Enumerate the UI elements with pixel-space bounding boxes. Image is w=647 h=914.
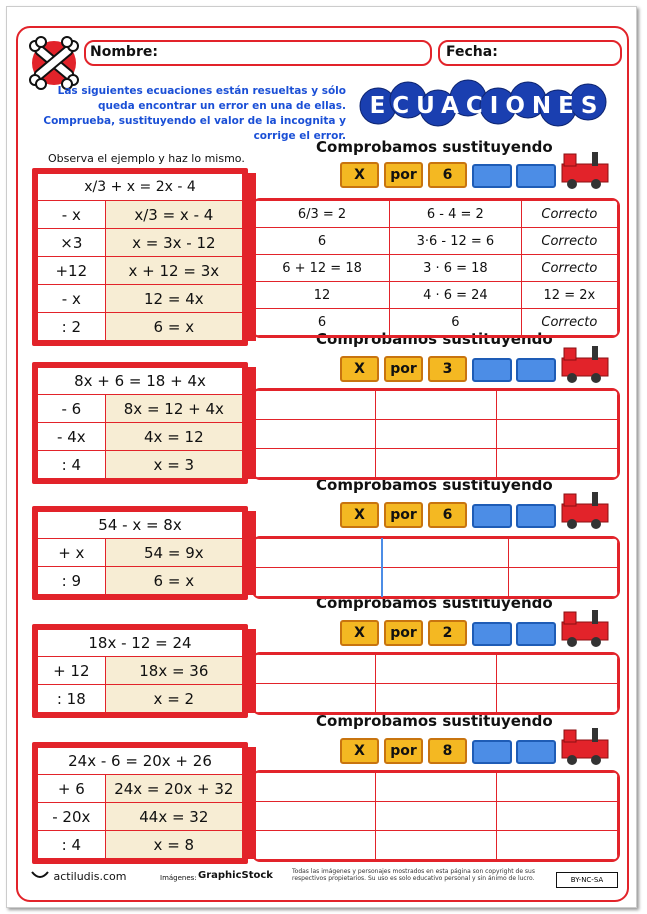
license-badge: BY-NC-SA — [556, 872, 618, 888]
answer-cell[interactable] — [376, 802, 497, 831]
banner-text: ECUACIONES — [369, 93, 605, 119]
answer-cell[interactable] — [255, 773, 376, 802]
locomotive-icon — [558, 604, 612, 648]
check-result: Correcto — [521, 228, 617, 255]
locomotive-icon — [558, 146, 612, 190]
answer-cell[interactable] — [382, 568, 509, 597]
name-label: Nombre: — [90, 44, 158, 60]
train-1 — [340, 160, 612, 190]
step-result: x = 3 — [105, 451, 242, 479]
car-x: X — [340, 162, 379, 188]
answer-cell[interactable] — [255, 391, 376, 420]
car-x: X — [340, 738, 379, 764]
check-grid-4[interactable] — [252, 652, 620, 715]
step-op: - x — [38, 201, 106, 229]
check-cell: 6 — [255, 228, 390, 255]
step-result: 54 = 9x — [105, 539, 242, 567]
site-link[interactable]: actiludis.com — [53, 870, 127, 883]
answer-cell[interactable] — [497, 773, 618, 802]
car-por: por — [384, 502, 423, 528]
answer-cell[interactable] — [497, 655, 618, 684]
check-result: Correcto — [521, 255, 617, 282]
answer-cell[interactable] — [509, 539, 618, 568]
crossbones-logo — [24, 36, 84, 90]
answer-cell[interactable] — [509, 568, 618, 597]
check-result: 12 = 2x — [521, 282, 617, 309]
check-cell: 6 — [255, 309, 390, 336]
step-op: +12 — [38, 257, 106, 285]
answer-cell[interactable] — [255, 568, 382, 597]
answer-cell[interactable] — [376, 391, 497, 420]
check-grid-3[interactable] — [252, 536, 620, 599]
car-x: X — [340, 620, 379, 646]
check-cell: 3·6 - 12 = 6 — [390, 228, 522, 255]
locomotive-icon — [558, 722, 612, 766]
check-grid-2[interactable] — [252, 388, 620, 480]
check-result: Correcto — [521, 309, 617, 336]
car-por: por — [384, 162, 423, 188]
answer-cell[interactable] — [497, 684, 618, 713]
car-por: por — [384, 620, 423, 646]
car-x: X — [340, 502, 379, 528]
car-value: 3 — [428, 356, 467, 382]
step-result: 4x = 12 — [105, 423, 242, 451]
car-por: por — [384, 738, 423, 764]
step-op: + 6 — [38, 775, 106, 803]
answer-cell[interactable] — [255, 802, 376, 831]
answer-cell[interactable] — [255, 449, 376, 478]
check-cell: 4 · 6 = 24 — [390, 282, 522, 309]
equation-text: x/3 + x = 2x - 4 — [38, 174, 243, 201]
answer-cell[interactable] — [255, 539, 382, 568]
car-por: por — [384, 356, 423, 382]
equation-block-4 — [32, 624, 248, 718]
check-cell: 6 — [390, 309, 522, 336]
check-cell: 3 · 6 = 18 — [390, 255, 522, 282]
step-op: + 12 — [38, 657, 106, 685]
answer-cell[interactable] — [255, 420, 376, 449]
check-title-3: Comprobamos sustituyendo — [316, 476, 553, 494]
step-op: : 4 — [38, 451, 106, 479]
check-title-2: Comprobamos sustituyendo — [316, 330, 553, 348]
car-x: X — [340, 356, 379, 382]
step-result: x + 12 = 3x — [105, 257, 242, 285]
footer-site — [30, 870, 126, 883]
answer-cell[interactable] — [497, 831, 618, 860]
answer-cell[interactable] — [497, 802, 618, 831]
check-title-1: Comprobamos sustituyendo — [316, 138, 553, 156]
equation-block-2 — [32, 362, 248, 484]
check-cell: 6 - 4 = 2 — [390, 201, 522, 228]
answer-cell[interactable] — [497, 449, 618, 478]
equation-block-1 — [32, 168, 248, 346]
instruction-text: Observa el ejemplo y haz lo mismo. — [48, 152, 245, 165]
check-result: Correcto — [521, 201, 617, 228]
step-result: x/3 = x - 4 — [105, 201, 242, 229]
step-op: - 4x — [38, 423, 106, 451]
answer-cell[interactable] — [255, 684, 376, 713]
step-op: : 18 — [38, 685, 106, 713]
step-result: 24x = 20x + 32 — [105, 775, 242, 803]
car-value: 2 — [428, 620, 467, 646]
answer-cell[interactable] — [376, 773, 497, 802]
answer-cell[interactable] — [376, 655, 497, 684]
smile-icon — [30, 870, 50, 880]
answer-cell[interactable] — [255, 831, 376, 860]
train-4 — [340, 618, 612, 648]
step-op: : 4 — [38, 831, 106, 859]
train-5 — [340, 736, 612, 766]
locomotive-icon — [558, 340, 612, 384]
step-result: 44x = 32 — [105, 803, 242, 831]
date-label: Fecha: — [446, 44, 498, 60]
step-op: - 6 — [38, 395, 106, 423]
step-result: 12 = 4x — [105, 285, 242, 313]
date-field[interactable] — [438, 40, 622, 66]
step-result: 6 = x — [105, 567, 242, 595]
step-result: x = 2 — [105, 685, 242, 713]
step-op: : 2 — [38, 313, 106, 341]
car-value: 6 — [428, 502, 467, 528]
ecuaciones-banner — [356, 76, 618, 130]
intro-text: Las siguientes ecuaciones están resueltas y sólo queda encontrar un error en una de ellas. Comprueba, sustituyendo el valor de la incognita y corrige el error. — [43, 85, 346, 142]
train-2 — [340, 354, 612, 384]
step-result: 8x = 12 + 4x — [105, 395, 242, 423]
equation-block-5 — [32, 742, 248, 864]
step-result: 6 = x — [105, 313, 242, 341]
equation-text: 18x - 12 = 24 — [38, 630, 243, 657]
equation-text: 24x - 6 = 20x + 26 — [38, 748, 243, 775]
check-cell: 12 — [255, 282, 390, 309]
answer-cell[interactable] — [497, 420, 618, 449]
equation-text: 54 - x = 8x — [38, 512, 243, 539]
check-cell: 6 + 12 = 18 — [255, 255, 390, 282]
check-grid-5[interactable] — [252, 770, 620, 862]
car-value: 8 — [428, 738, 467, 764]
answer-cell[interactable] — [376, 449, 497, 478]
copyright-notice: Todas las imágenes y personajes mostrados en esta página son copyright de sus respectivos propietarios. Su uso es solo educativo personal y sin ánimo de lucro. — [292, 868, 535, 882]
images-label: Imágenes: — [160, 874, 197, 882]
check-grid-1 — [252, 198, 620, 338]
equation-block-3 — [32, 506, 248, 600]
answer-cell[interactable] — [497, 391, 618, 420]
answer-cell[interactable] — [382, 539, 509, 568]
graphicstock-logo: GraphicStock — [198, 870, 273, 881]
answer-cell[interactable] — [376, 420, 497, 449]
answer-cell[interactable] — [376, 684, 497, 713]
step-op: : 9 — [38, 567, 106, 595]
step-result: x = 3x - 12 — [105, 229, 242, 257]
answer-cell[interactable] — [376, 831, 497, 860]
locomotive-icon — [558, 486, 612, 530]
check-cell: 6/3 = 2 — [255, 201, 390, 228]
car-value: 6 — [428, 162, 467, 188]
check-title-4: Comprobamos sustituyendo — [316, 594, 553, 612]
step-op: + x — [38, 539, 106, 567]
step-result: x = 8 — [105, 831, 242, 859]
check-title-5: Comprobamos sustituyendo — [316, 712, 553, 730]
answer-cell[interactable] — [255, 655, 376, 684]
step-op: - 20x — [38, 803, 106, 831]
step-op: ×3 — [38, 229, 106, 257]
step-op: - x — [38, 285, 106, 313]
step-result: 18x = 36 — [105, 657, 242, 685]
name-field[interactable] — [84, 40, 432, 66]
train-3 — [340, 500, 612, 530]
equation-text: 8x + 6 = 18 + 4x — [38, 368, 243, 395]
